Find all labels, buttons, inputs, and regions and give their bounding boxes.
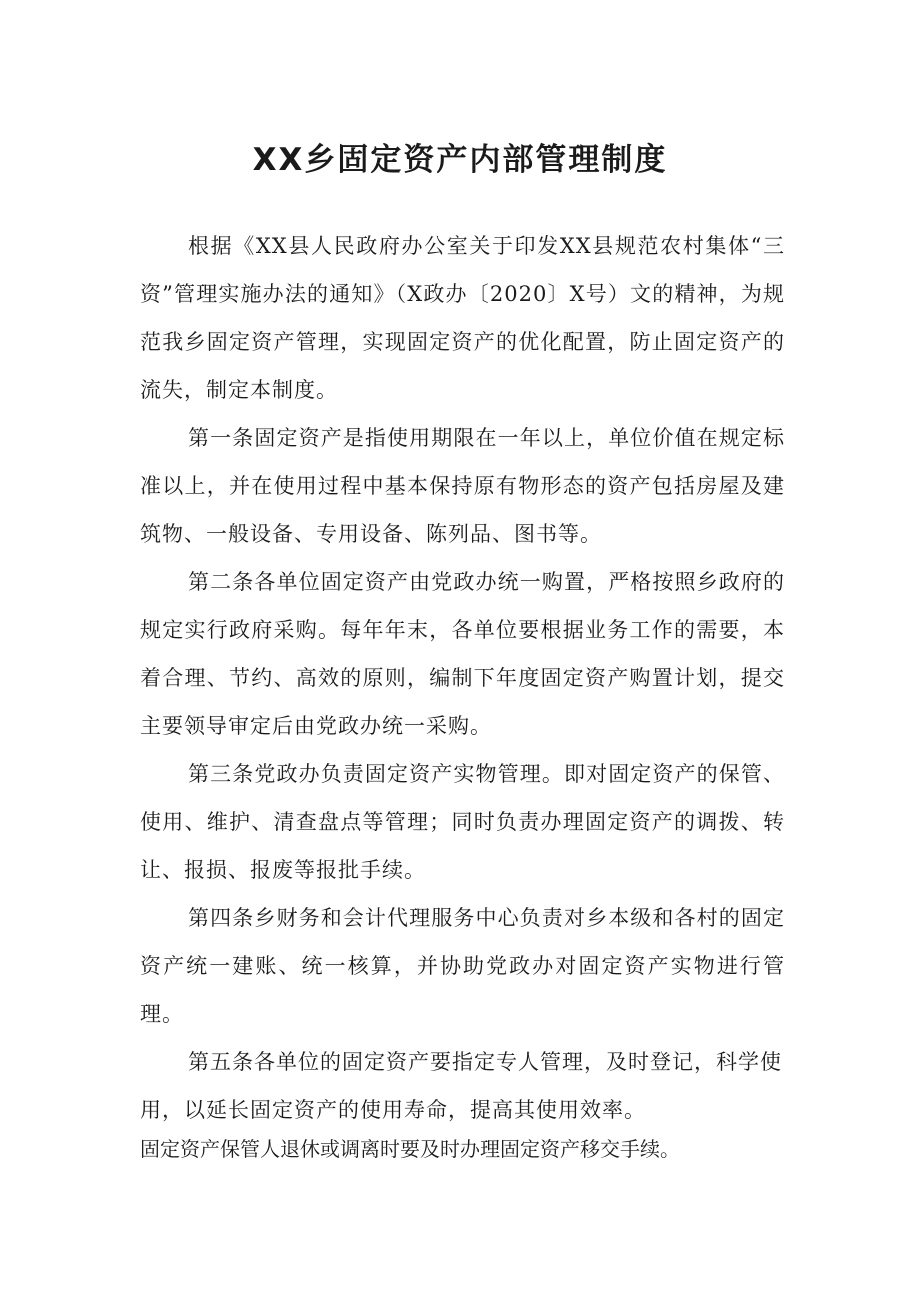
paragraph-intro: 根据《XX县人民政府办公室关于印发XX县规范农村集体“三资”管理实施办法的通知》（X政办〔2020〕X号）文的精神，为规范我乡固定资产管理，实现固定资产的优化配置，防止固定资产的流失，制定本制度。 (140, 234, 785, 402)
paragraph-article-3: 第三条党政办负责固定资产实物管理。即对固定资产的保管、使用、维护、清查盘点等管理；同时负责办理固定资产的调拨、转让、报损、报废等报批手续。 (140, 762, 785, 882)
paragraph-article-1: 第一条固定资产是指使用期限在一年以上，单位价值在规定标准以上，并在使用过程中基本保持原有物形态的资产包括房屋及建筑物、一般设备、专用设备、陈列品、图书等。 (140, 426, 785, 546)
paragraph-tail-line: 固定资产保管人退休或调离时要及时办理固定资产移交手续。 (140, 1137, 680, 1161)
document-title: XX乡固定资产内部管理制度 (252, 142, 668, 178)
paragraph-article-2: 第二条各单位固定资产由党政办统一购置，严格按照乡政府的规定实行政府采购。每年年末，各单位要根据业务工作的需要，本着合理、节约、高效的原则，编制下年度固定资产购置计划，提交主要领导审定后由党政办统一采购。 (140, 570, 785, 738)
paragraph-article-5: 第五条各单位的固定资产要指定专人管理，及时登记，科学使用，以延长固定资产的使用寿命，提高其使用效率。 (140, 1050, 782, 1122)
paragraph-article-4: 第四条乡财务和会计代理服务中心负责对乡本级和各村的固定资产统一建账、统一核算，并协助党政办对固定资产实物进行管理。 (140, 906, 785, 1026)
document-body (140, 222, 785, 1164)
